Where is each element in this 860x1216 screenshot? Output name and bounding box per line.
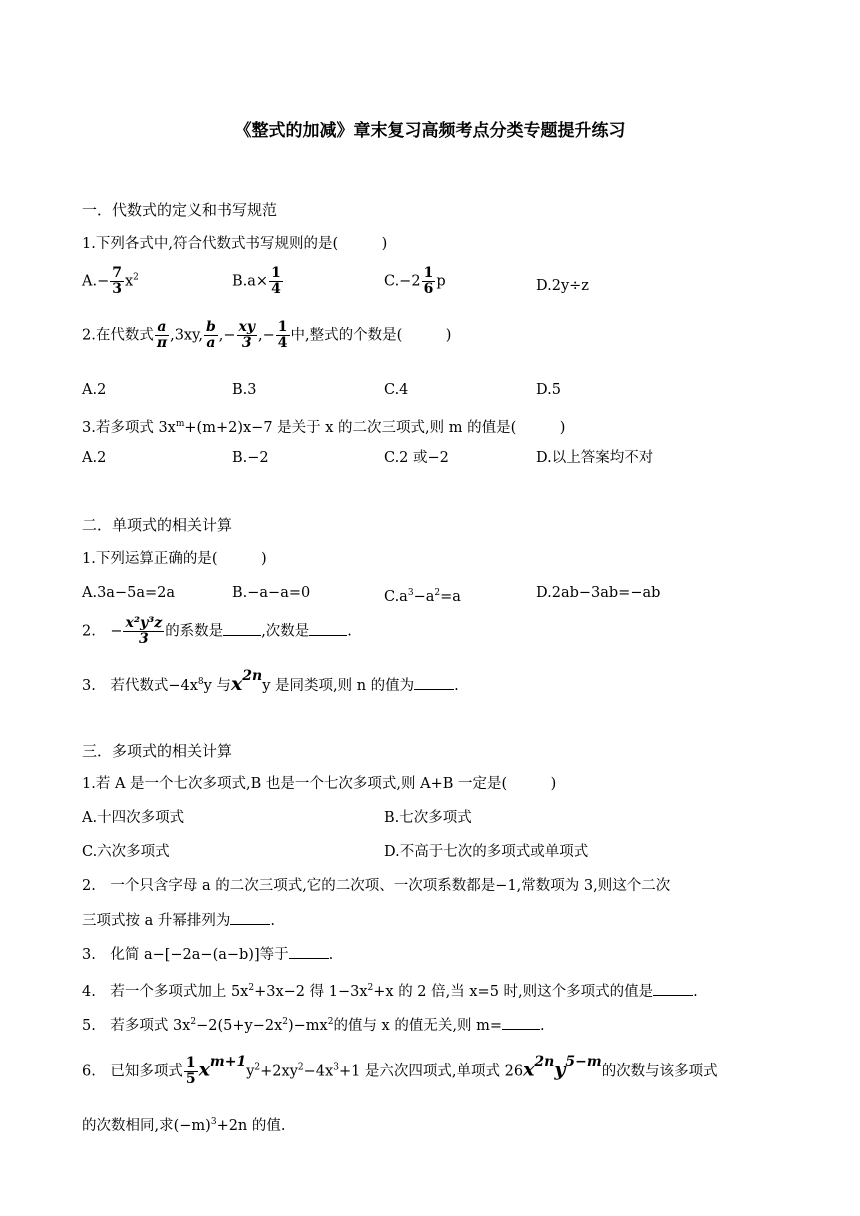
fraction-denominator: 3 bbox=[112, 281, 122, 297]
q6-text: 的次数相同,求(−m) bbox=[82, 1117, 211, 1134]
exponent: m+1 bbox=[209, 1053, 247, 1070]
s1-q3-stem bbox=[82, 414, 565, 438]
q6-text: +1 是六次四项式,单项式 26 bbox=[338, 1063, 524, 1080]
exponent: 2n bbox=[242, 667, 263, 684]
s1-q3-option-c: C.2 或−2 bbox=[384, 450, 449, 466]
q2-end: . bbox=[270, 913, 275, 929]
answer-blank[interactable] bbox=[653, 981, 693, 996]
option-c-suffix: p bbox=[436, 273, 446, 290]
answer-blank[interactable] bbox=[289, 944, 329, 959]
s1-q2-option-a: A.2 bbox=[82, 382, 107, 398]
s3-q6-line2 bbox=[82, 1112, 286, 1136]
section-3-heading: 三．多项式的相关计算 bbox=[82, 742, 233, 760]
s3-q6-line1 bbox=[82, 1053, 718, 1087]
fraction-denominator: 3 bbox=[138, 631, 149, 647]
fraction-numerator: 1 bbox=[277, 319, 288, 335]
fraction bbox=[422, 266, 436, 297]
exponent: 3 bbox=[333, 1062, 339, 1073]
q4-text: 4. 若一个多项式加上 5x bbox=[82, 983, 249, 1000]
option-c-prefix: C.−2 bbox=[384, 273, 421, 290]
s1-q2-stem bbox=[82, 320, 451, 351]
fraction-numerator: b bbox=[205, 319, 216, 335]
s1-q2-option-c: C.4 bbox=[384, 382, 409, 398]
q2-separator: ,− bbox=[218, 327, 236, 344]
s1-q1-option-d: D.2y÷z bbox=[536, 278, 589, 294]
answer-blank[interactable] bbox=[414, 675, 454, 690]
exponent: 3 bbox=[210, 1117, 217, 1127]
q3-prefix: 3. 若代数式−4x bbox=[82, 677, 198, 694]
q6-text: +2xy bbox=[260, 1063, 298, 1080]
q4-text: +x 的 2 倍,当 x=5 时,则这个多项式的值是 bbox=[373, 983, 654, 1000]
q3-text: 3. 化简 a−[−2a−(a−b)]等于 bbox=[82, 947, 289, 963]
fraction-numerator: 1 bbox=[423, 265, 434, 281]
q6-text: 的次数与该多项式 bbox=[601, 1063, 718, 1080]
s3-q1-option-b: B.七次多项式 bbox=[384, 810, 472, 826]
fraction bbox=[269, 266, 283, 297]
fraction-denominator: a bbox=[206, 335, 216, 351]
s3-q2-line1: 2. 一个只含字母 a 的二次三项式,它的二次项、一次项系数都是−1,常数项为 3,则这个二次 bbox=[82, 878, 671, 894]
exponent: 2 bbox=[297, 1062, 304, 1073]
exponent: 2 bbox=[327, 1017, 334, 1027]
q2-text: 的系数是 bbox=[165, 623, 224, 640]
s1-q1-stem: 1.下列各式中,符合代数式书写规则的是( ) bbox=[82, 236, 388, 252]
s1-q2-option-d: D.5 bbox=[536, 382, 561, 398]
s3-q4 bbox=[82, 978, 698, 1002]
q2-text: ,次数是 bbox=[261, 623, 310, 640]
q3-stem-part: 3.若多项式 3x bbox=[82, 419, 176, 436]
fraction bbox=[276, 320, 290, 351]
exponent: 2 bbox=[367, 983, 374, 993]
fraction-numerator: x²y³z bbox=[125, 615, 163, 631]
q5-text: −2(5+y−2x bbox=[196, 1017, 283, 1034]
s1-q3-option-d: D.以上答案均不对 bbox=[536, 450, 654, 466]
s1-q1-option-a bbox=[82, 266, 139, 297]
s3-q2-line2 bbox=[82, 910, 275, 931]
s2-q3-stem bbox=[82, 667, 459, 696]
fraction-denominator: 3 bbox=[241, 335, 252, 351]
q6-text: y bbox=[246, 1063, 255, 1080]
q2-prefix: 2. − bbox=[82, 623, 123, 640]
exponent: 2 bbox=[254, 1062, 261, 1073]
s3-q1-option-d: D.不高于七次的多项式或单项式 bbox=[384, 844, 589, 860]
fraction-numerator: 1 bbox=[271, 265, 281, 281]
exponent: 2 bbox=[133, 272, 139, 283]
q5-end: . bbox=[539, 1017, 545, 1034]
s3-q3 bbox=[82, 944, 333, 965]
q2-separator: ,3xy, bbox=[170, 327, 203, 344]
math-variable: x bbox=[198, 1058, 210, 1081]
option-a-prefix: A.− bbox=[82, 273, 110, 290]
s3-q1-stem: 1.若 A 是一个七次多项式,B 也是一个七次多项式,则 A+B 一定是( ) bbox=[82, 776, 557, 792]
fraction bbox=[204, 320, 218, 351]
s1-q2-option-b: B.3 bbox=[232, 382, 257, 398]
exponent: 3 bbox=[407, 588, 414, 598]
answer-blank[interactable] bbox=[502, 1015, 540, 1030]
q4-end: . bbox=[693, 983, 698, 1000]
fraction-denominator: 5 bbox=[185, 1071, 196, 1087]
exponent: 5−m bbox=[565, 1053, 602, 1070]
fraction bbox=[123, 616, 164, 647]
exponent: 8 bbox=[197, 677, 204, 687]
math-variable: x bbox=[230, 672, 243, 695]
s1-q3-option-b: B.−2 bbox=[232, 450, 269, 466]
fraction bbox=[110, 266, 124, 297]
q6-text: +2n 的值. bbox=[216, 1117, 286, 1134]
q3-stem-part: +(m+2)x−7 是关于 x 的二次三项式,则 m 的值是( ) bbox=[184, 419, 566, 436]
exponent: 2 bbox=[190, 1017, 197, 1027]
q4-text: +3x−2 得 1−3x bbox=[254, 983, 368, 1000]
s3-q1-option-a: A.十四次多项式 bbox=[82, 810, 185, 826]
fraction bbox=[237, 320, 257, 351]
s2-q1-option-b: B.−a−a=0 bbox=[232, 585, 311, 601]
s2-q1-stem: 1.下列运算正确的是( ) bbox=[82, 551, 267, 567]
option-b-prefix: B.a× bbox=[232, 273, 269, 290]
exponent: 2n bbox=[534, 1053, 555, 1070]
q3-text: y 是同类项,则 n 的值为 bbox=[262, 677, 415, 694]
fraction-denominator: π bbox=[156, 335, 168, 351]
option-c-part: =a bbox=[440, 588, 461, 605]
fraction-denominator: 6 bbox=[423, 281, 434, 297]
exponent: 2 bbox=[248, 983, 255, 993]
fraction-denominator: 4 bbox=[277, 335, 288, 351]
answer-blank[interactable] bbox=[230, 910, 270, 925]
s1-q3-option-a: A.2 bbox=[82, 450, 107, 466]
exponent: m bbox=[175, 419, 185, 429]
exponent: 2 bbox=[434, 588, 441, 598]
q2-suffix: 中,整式的个数是( ) bbox=[290, 327, 452, 344]
s3-q5 bbox=[82, 1012, 545, 1036]
math-variable: x bbox=[523, 1058, 535, 1081]
section-2-heading: 二．单项式的相关计算 bbox=[82, 516, 233, 534]
q5-text: 5. 若多项式 3x bbox=[82, 1017, 191, 1034]
document-title: 《整式的加减》章末复习高频考点分类专题提升练习 bbox=[234, 121, 626, 141]
exponent: 2 bbox=[282, 1017, 288, 1027]
s2-q1-option-d: D.2ab−3ab=−ab bbox=[536, 585, 661, 601]
s1-q1-option-c bbox=[384, 266, 446, 297]
q3-text: y 与 bbox=[203, 677, 231, 694]
fraction bbox=[155, 320, 169, 351]
s1-q1-option-b bbox=[232, 266, 284, 297]
q2-end: . bbox=[347, 623, 352, 640]
q5-text: 的值与 x 的值无关,则 m= bbox=[333, 1017, 502, 1034]
s2-q2-stem bbox=[82, 616, 352, 647]
math-variable: y bbox=[554, 1058, 566, 1081]
q6-text: 6. 已知多项式 bbox=[82, 1063, 183, 1080]
fraction-denominator: 4 bbox=[271, 281, 281, 297]
fraction-numerator: 7 bbox=[112, 265, 122, 281]
section-1-heading: 一．代数式的定义和书写规范 bbox=[82, 201, 278, 219]
fraction-numerator: xy bbox=[238, 319, 256, 335]
answer-blank[interactable] bbox=[223, 621, 261, 636]
q6-text: −4x bbox=[303, 1063, 334, 1080]
fraction bbox=[184, 1056, 198, 1087]
option-c-part: C.a bbox=[384, 588, 408, 605]
q2-separator: ,− bbox=[258, 327, 275, 344]
q3-end: . bbox=[454, 677, 459, 694]
s2-q1-option-a: A.3a−5a=2a bbox=[82, 585, 175, 601]
option-c-part: −a bbox=[413, 588, 435, 605]
q5-text: )−mx bbox=[287, 1017, 328, 1034]
answer-blank[interactable] bbox=[309, 621, 347, 636]
s3-q1-option-c: C.六次多项式 bbox=[82, 844, 170, 860]
option-a-suffix: x bbox=[124, 273, 134, 290]
fraction-numerator: a bbox=[157, 319, 167, 335]
q2-prefix: 2.在代数式 bbox=[82, 327, 154, 344]
fraction-numerator: 1 bbox=[185, 1055, 196, 1071]
q2-text: 三项式按 a 升幂排列为 bbox=[82, 913, 231, 929]
s2-q1-option-c bbox=[384, 583, 461, 607]
q3-end: . bbox=[328, 947, 334, 963]
